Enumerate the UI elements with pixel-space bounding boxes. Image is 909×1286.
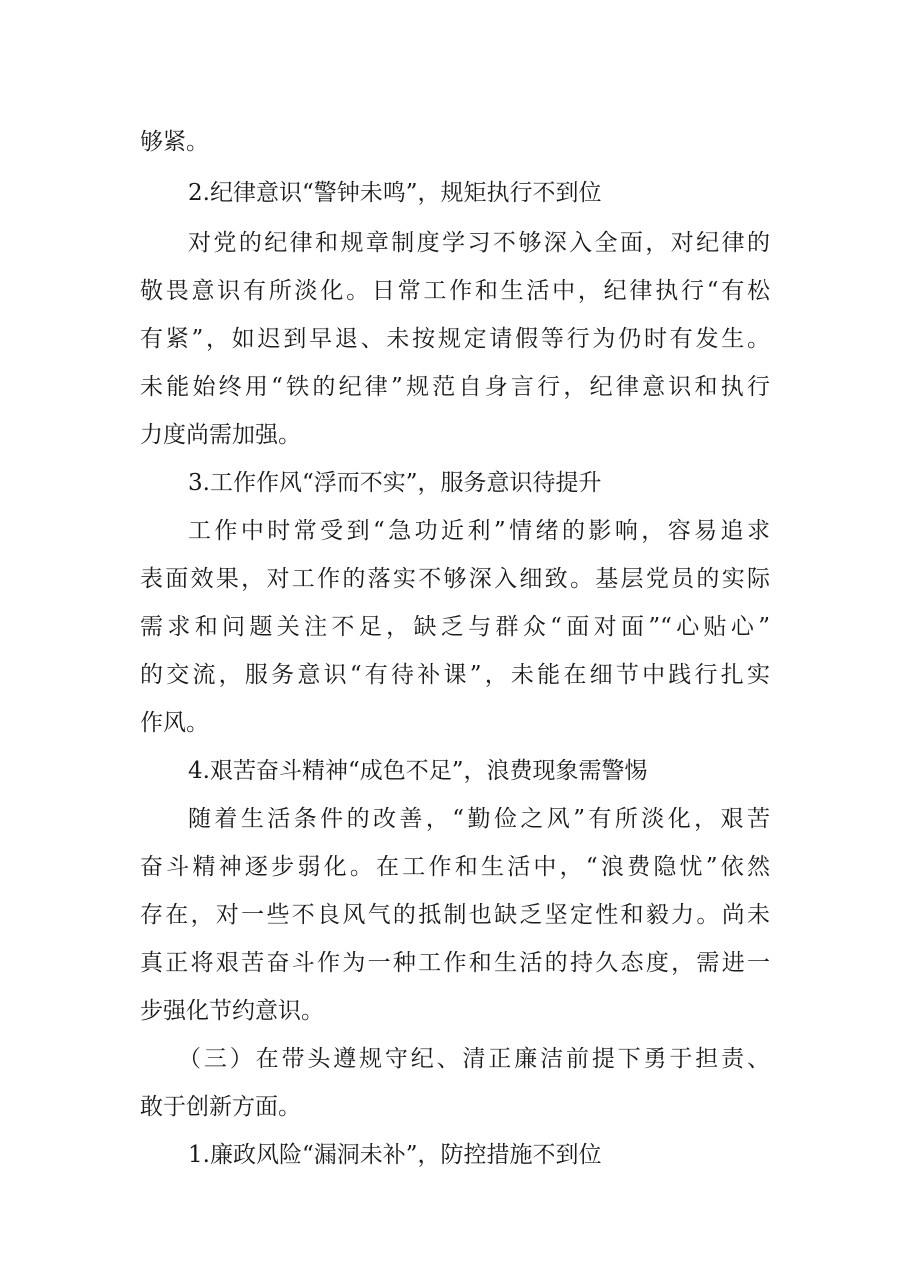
text-line: 奋斗精神逐步弱化。在工作和生活中，“浪费隐忧”依然 (140, 854, 770, 880)
text-line: 作风。 (140, 710, 209, 736)
text-line: 有紧”，如迟到早退、未按规定请假等行为仍时有发生。 (140, 326, 770, 352)
text-line: 敬畏意识有所淡化。日常工作和生活中，纪律执行“有松 (140, 278, 770, 304)
text-line: 敢于创新方面。 (140, 1094, 301, 1120)
text-line: 的交流，服务意识“有待补课”，未能在细节中践行扎实 (140, 662, 770, 688)
text-line: 够紧。 (140, 129, 209, 155)
text-line: （三）在带头遵规守纪、清正廉洁前提下勇于担责、 (178, 1046, 770, 1072)
text-line: 2.纪律意识“警钟未鸣”，规矩执行不到位 (188, 180, 602, 206)
text-line: 真正将艰苦奋斗作为一种工作和生活的持久态度，需进一 (140, 950, 770, 976)
text-line: 对党的纪律和规章制度学习不够深入全面，对纪律的 (188, 230, 770, 256)
text-line: 工作中时常受到“急功近利”情绪的影响，容易追求 (188, 518, 770, 544)
text-line: 随着生活条件的改善，“勤俭之风”有所淡化，艰苦 (188, 806, 770, 832)
text-line: 存在，对一些不良风气的抵制也缺乏坚定性和毅力。尚未 (140, 902, 770, 928)
text-line: 3.工作作风“浮而不实”，服务意识待提升 (188, 470, 602, 496)
text-line: 1.廉政风险“漏洞未补”，防控措施不到位 (188, 1142, 602, 1168)
text-line: 4.艰苦奋斗精神“成色不足”，浪费现象需警惕 (188, 758, 648, 784)
text-line: 需求和问题关注不足，缺乏与群众“面对面”“心贴心” (140, 614, 770, 640)
text-line: 步强化节约意识。 (140, 998, 324, 1024)
text-line: 力度尚需加强。 (140, 422, 301, 448)
text-line: 未能始终用“铁的纪律”规范自身言行，纪律意识和执行 (140, 374, 770, 400)
text-line: 表面效果，对工作的落实不够深入细致。基层党员的实际 (140, 566, 770, 592)
